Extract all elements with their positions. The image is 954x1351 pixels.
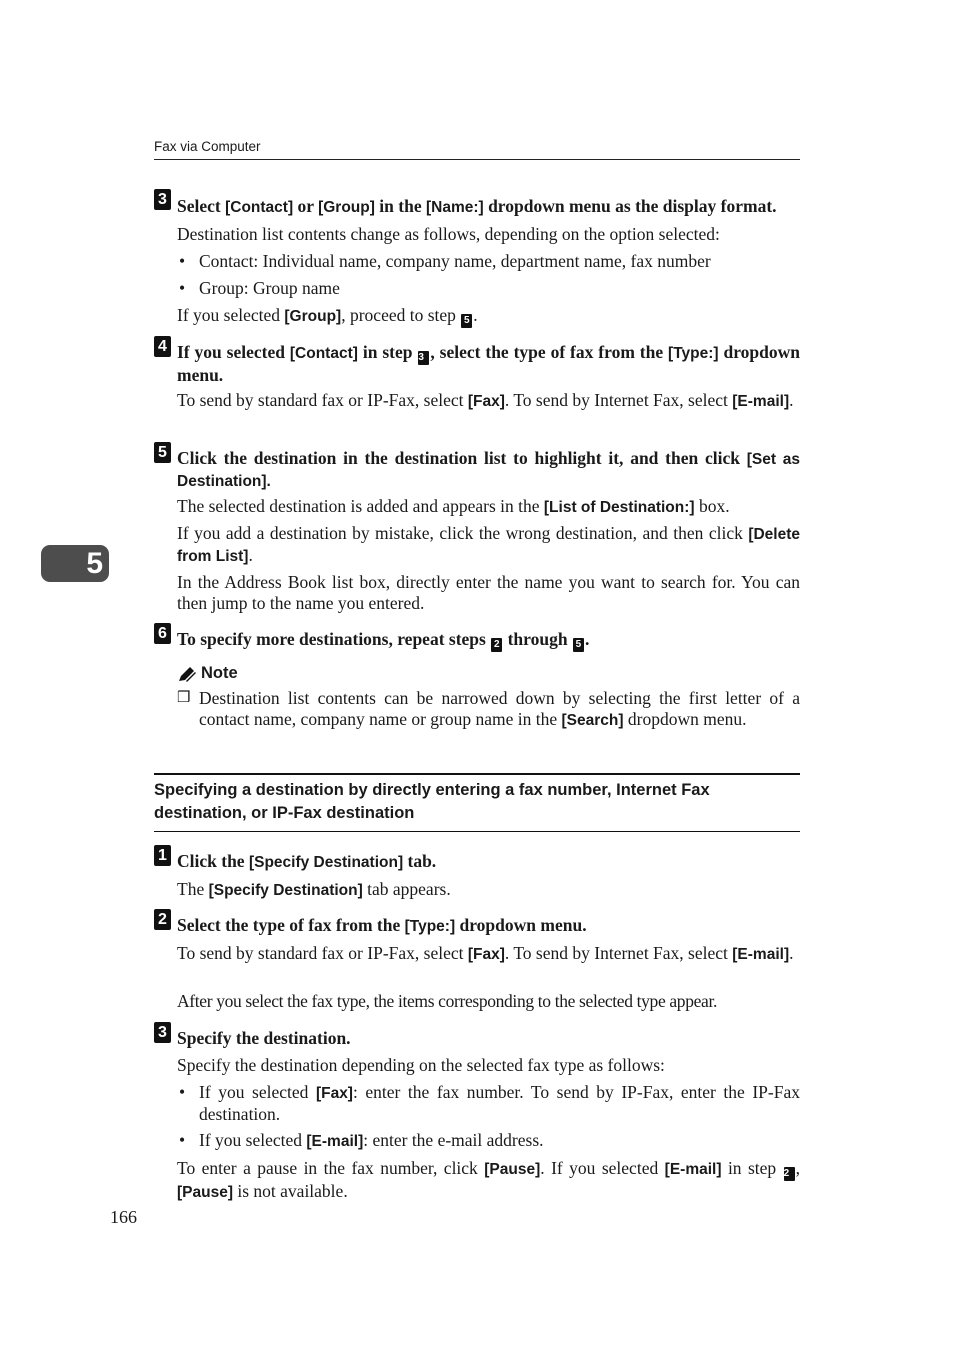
step-marker-3: 3 bbox=[154, 189, 171, 210]
step-3-body: Destination list contents change as follows, depending on the option selected: bbox=[177, 224, 720, 244]
section-title: Specifying a destination by directly entering a fax number, Internet Fax destination, or IP-Fax destination bbox=[154, 781, 710, 822]
step-5-heading: Click the destination in the destination list to highlight it, and then click [Set as Destination]. bbox=[177, 448, 800, 490]
bullet-item: • Contact: Individual name, company name, department name, fax number bbox=[179, 251, 711, 271]
checkbox-icon: ❒ bbox=[177, 690, 191, 706]
bullet-icon: • bbox=[179, 278, 186, 298]
section-rule-bottom bbox=[154, 831, 800, 832]
step-ref-icon: 3 bbox=[418, 351, 429, 365]
step-ref-icon: 5 bbox=[573, 638, 584, 652]
header-rule bbox=[154, 159, 800, 160]
step-marker-5: 5 bbox=[154, 442, 171, 463]
step-3b-body-1: Specify the destination depending on the selected fax type as follows: bbox=[177, 1055, 665, 1075]
step-4-heading: If you selected [Contact] in step 3 , select the type of fax from the [Type:] dropdown menu. bbox=[177, 342, 800, 385]
step-5-body-3: In the Address Book list box, directly enter the name you want to search for. You can then jump to the name you entered. bbox=[177, 572, 800, 613]
section-rule-top bbox=[154, 773, 800, 775]
step-3-heading: Select [Contact] or [Group] in the [Name:] dropdown menu as the display format. bbox=[177, 196, 777, 216]
step-marker-3b: 3 bbox=[154, 1022, 171, 1043]
bullet-icon: • bbox=[179, 1082, 186, 1102]
step-marker-1: 1 bbox=[154, 845, 171, 866]
pencil-icon bbox=[177, 665, 197, 683]
step-1-body: The [Specify Destination] tab appears. bbox=[177, 879, 451, 899]
step-3b-heading: Specify the destination. bbox=[177, 1028, 351, 1048]
step-marker-4: 4 bbox=[154, 336, 171, 357]
bullet-item: • If you selected [E-mail]: enter the e-mail address. bbox=[179, 1130, 544, 1150]
page-number: 166 bbox=[110, 1207, 137, 1227]
step-marker-2: 2 bbox=[154, 909, 171, 930]
step-ref-icon: 2 bbox=[491, 638, 502, 652]
note-item: ❒ Destination list contents can be narrowed down by selecting the first letter of a contact name, company name or group name in the [Search] dropdown menu. bbox=[177, 688, 800, 729]
bullet-item: • If you selected [Fax]: enter the fax number. To send by IP-Fax, enter the IP-Fax destination. bbox=[179, 1082, 800, 1124]
step-6-heading: To specify more destinations, repeat steps 2 through 5 . bbox=[177, 629, 590, 650]
step-5-body-2: If you add a destination by mistake, click the wrong destination, and then click [Delete from List]. bbox=[177, 523, 800, 565]
step-2-heading: Select the type of fax from the [Type:] dropdown menu. bbox=[177, 915, 587, 935]
step-3-note: If you selected [Group], proceed to step 5 . bbox=[177, 305, 478, 326]
step-5-body-1: The selected destination is added and appears in the [List of Destination:] box. bbox=[177, 496, 730, 516]
step-ref-icon: 2 bbox=[784, 1167, 795, 1181]
step-2-body-2: After you select the fax type, the items corresponding to the selected type appear. bbox=[177, 991, 717, 1011]
step-marker-6: 6 bbox=[154, 623, 171, 644]
bullet-icon: • bbox=[179, 1130, 186, 1150]
bullet-icon: • bbox=[179, 251, 186, 271]
step-2-body-1: To send by standard fax or IP-Fax, select [Fax]. To send by Internet Fax, select [E-mail]. bbox=[177, 943, 794, 963]
step-4-body: To send by standard fax or IP-Fax, select [Fax]. To send by Internet Fax, select [E-mail]. bbox=[177, 390, 794, 410]
running-header: Fax via Computer bbox=[154, 139, 261, 154]
note-heading: Note bbox=[177, 664, 238, 683]
step-1-heading: Click the [Specify Destination] tab. bbox=[177, 851, 437, 871]
step-ref-icon: 5 bbox=[461, 314, 472, 328]
chapter-tab: 5 bbox=[41, 545, 109, 582]
bullet-item: • Group: Group name bbox=[179, 278, 340, 298]
step-3b-body-2: To enter a pause in the fax number, click [Pause]. If you selected [E-mail] in step 2 , [Pause] is not available. bbox=[177, 1158, 800, 1201]
